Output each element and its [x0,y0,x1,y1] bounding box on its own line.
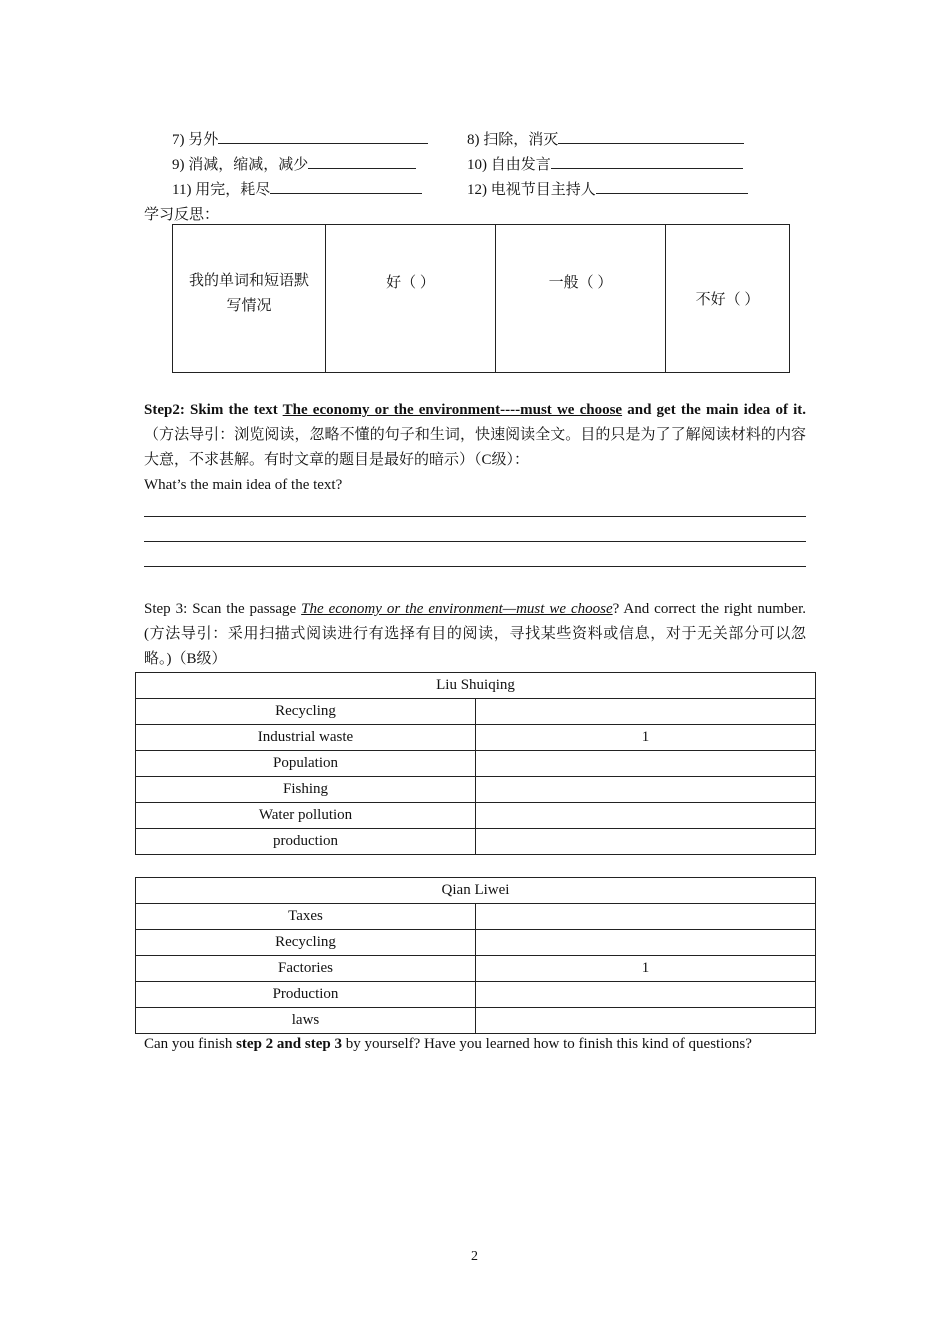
qian-liwei-table [135,877,816,1034]
vocab-item-11 [172,178,422,199]
table-cell-number[interactable] [476,982,816,1008]
table-cell-number[interactable] [476,829,816,855]
answer-line[interactable] [144,541,806,542]
liu-shuiqing-table [135,672,816,855]
table-cell-number[interactable] [476,803,816,829]
table-cell-number[interactable] [476,777,816,803]
answer-line[interactable] [144,566,806,567]
table-row [136,751,816,777]
table-cell-item: Population [136,751,476,777]
table-cell-item: Water pollution [136,803,476,829]
answer-line[interactable] [144,516,806,517]
step3-passage-title: The economy or the environment—must we choose [301,601,613,617]
step2-guide: （方法导引：浏览阅读，忽略不懂的句子和生词，快速阅读全文。目的只是为了了解阅读材料的内容大意，不求甚解。有时文章的题目是最好的暗示）（C级）： [144,427,806,468]
table-row [136,930,816,956]
table-cell-number[interactable] [476,1008,816,1034]
vocab-item-10 [467,153,743,174]
table-row [136,1008,816,1034]
vocab-item-7 [172,128,428,149]
table-cell-number[interactable] [476,751,816,777]
table-row [136,725,816,751]
table-cell-number[interactable]: 1 [476,956,816,982]
table-row [136,699,816,725]
vocab-label: 12) 电视节目主持人 [467,182,596,198]
vocab-label: 7) 另外 [172,132,219,148]
table-row [136,982,816,1008]
table-cell-item: laws [136,1008,476,1034]
table-cell-item: production [136,829,476,855]
table-cell-item: Industrial waste [136,725,476,751]
table-cell-item: Recycling [136,699,476,725]
reflection-option-bad[interactable]: 不好（ ） [666,225,790,373]
table-row [136,956,816,982]
table-cell-number[interactable] [476,699,816,725]
answer-blank[interactable] [551,154,743,169]
table-header: Qian Liwei [136,878,816,904]
table-cell-number[interactable] [476,930,816,956]
reflection-heading: 学习反思： [144,207,220,223]
reflection-table [172,224,790,373]
answer-blank[interactable] [596,179,748,194]
table-row [136,829,816,855]
page-number: 2 [471,1249,478,1264]
vocab-item-8 [467,128,744,149]
step3-guide: (方法导引：采用扫描式阅读进行有选择有目的阅读，寻找某些资料或信息，对于无关部分可以忽略。)（B级） [144,626,806,667]
table-cell-item: Production [136,982,476,1008]
step2-instructions: Step2: Skim the text The economy or the environment----must we choose and get the main idea of it.（方法导引：浏览阅读，忽略不懂的句子和生词，快速阅读全文。目的只是为了了解阅读材料的内容大意，不求甚解。有时文章的题目是最好的暗示）（C级）： [144,402,807,468]
vocab-label: 10) 自由发言 [467,157,551,173]
answer-blank[interactable] [558,129,744,144]
vocab-label: 8) 扫除，消灭 [467,132,559,148]
table-row [136,803,816,829]
table-cell-item: Factories [136,956,476,982]
table-cell-item: Fishing [136,777,476,803]
step3-instructions: Step 3: Scan the passage The economy or the environment—must we choose? And correct the right number.(方法导引：采用扫描式阅读进行有选择有目的阅读，寻找某些资料或信息，对于无关部分可以忽略。)（B级） [144,601,806,667]
vocab-label: 11) 用完，耗尽 [172,182,271,198]
vocab-item-12 [467,178,748,199]
table-cell-item: Recycling [136,930,476,956]
answer-blank[interactable] [218,129,428,144]
vocab-label: 9) 消减，缩减，减少 [172,157,309,173]
vocab-item-9 [172,153,416,174]
table-row [136,904,816,930]
answer-blank[interactable] [308,154,416,169]
table-header: Liu Shuiqing [136,673,816,699]
reflection-option-average[interactable]: 一般（ ） [496,225,666,373]
table-cell-number[interactable]: 1 [476,725,816,751]
table-cell-number[interactable] [476,904,816,930]
reflection-row-label: 我的单词和短语默写情况 [173,225,326,373]
step2-question: What’s the main idea of the text? [144,477,343,493]
table-cell-item: Taxes [136,904,476,930]
answer-blank[interactable] [270,179,422,194]
step2-passage-title: The economy or the environment----must we choose [282,402,623,418]
reflection-option-good[interactable]: 好（ ） [326,225,496,373]
closing-question: Can you finish step 2 and step 3 by yourself? Have you learned how to finish this kind of questions? [144,1036,752,1052]
table-row [136,777,816,803]
